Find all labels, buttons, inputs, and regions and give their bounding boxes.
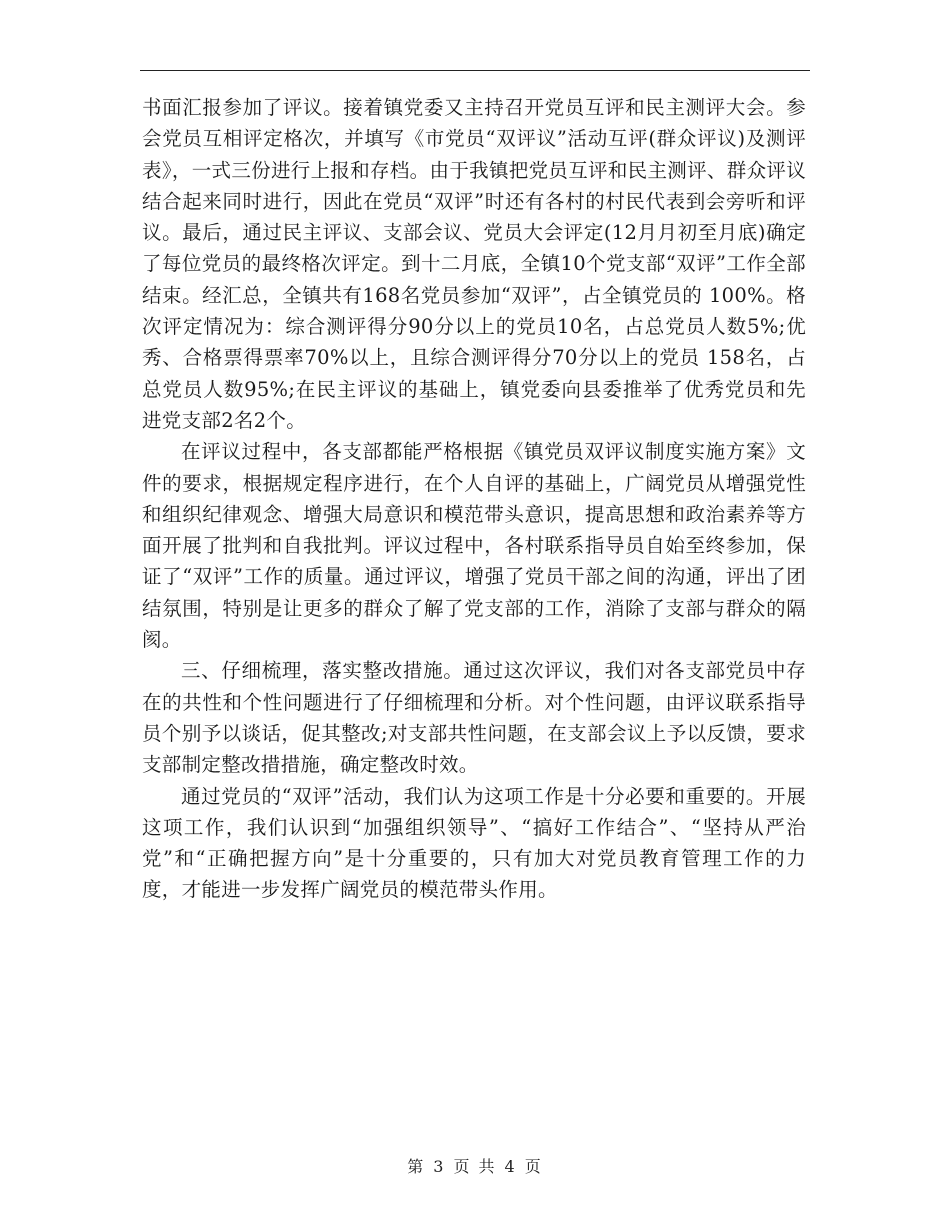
paragraph-rectification: 三、仔细梳理，落实整改措施。通过这次评议，我们对各支部党员中存在的共性和个性问题进行了仔细梳理和分析。对个性问题，由评议联系指导员个别予以谈话，促其整改;对支部共性问题，在支部会议上予以反馈，要求支部制定整改措措施，确定整改时效。 [142, 659, 806, 777]
footer-total-pages: 4 [504, 1157, 517, 1176]
footer-middle: 页 共 [453, 1157, 497, 1176]
paragraph-review-process: 在评议过程中，各支部都能严格根据《镇党员双评议制度实施方案》文件的要求，根据规定程序进行，在个人自评的基础上，广阔党员从增强党性和组织纪律观念、增强大局意识和模范带头意识，提高思想和政治素养等方面开展了批判和自我批判。评议过程中，各村联系指导员自始至终参加，保证了“双评”工作的质量。通过评议，增强了党员干部之间的沟通，评出了团结氛围，特别是让更多的群众了解了党支部的工作，消除了支部与群众的隔阂。 [142, 440, 806, 652]
footer-page-number: 3 [433, 1157, 446, 1176]
footer-suffix: 页 [524, 1157, 543, 1176]
paragraph-conclusion: 通过党员的“双评”活动，我们认为这项工作是十分必要和重要的。开展这项工作，我们认识到“加强组织领导”、“搞好工作结合”、“坚持从严治党”和“正确把握方向”是十分重要的，只有加大对党员教育管理工作的力度，才能进一步发挥广阔党员的模范带头作用。 [142, 784, 806, 902]
footer-prefix: 第 [407, 1157, 426, 1176]
paragraph-continuation: 书面汇报参加了评议。接着镇党委又主持召开党员互评和民主测评大会。参会党员互相评定格次，并填写《市党员“双评议”活动互评(群众评议)及测评表》，一式三份进行上报和存档。由于我镇把党员互评和民主测评、群众评议结合起来同时进行，因此在党员“双评”时还有各村的村民代表到会旁听和评议。最后，通过民主评议、支部会议、党员大会评定(12月月初至月底)确定了每位党员的最终格次评定。到十二月底，全镇10个党支部“双评”工作全部结束。经汇总，全镇共有168名党员参加“双评”，占全镇党员的 100%。格次评定情况为：综合测评得分90分以上的党员10名，占总党员人数5%;优秀、合格票得票率70%以上，且综合测评得分70分以上的党员 158名，占总党员人数95%;在民主评议的基础上，镇党委向县委推举了优秀党员和先进党支部2名2个。 [142, 96, 806, 432]
header-rule [140, 70, 810, 71]
document-body [142, 92, 806, 906]
page-footer [0, 1154, 950, 1177]
